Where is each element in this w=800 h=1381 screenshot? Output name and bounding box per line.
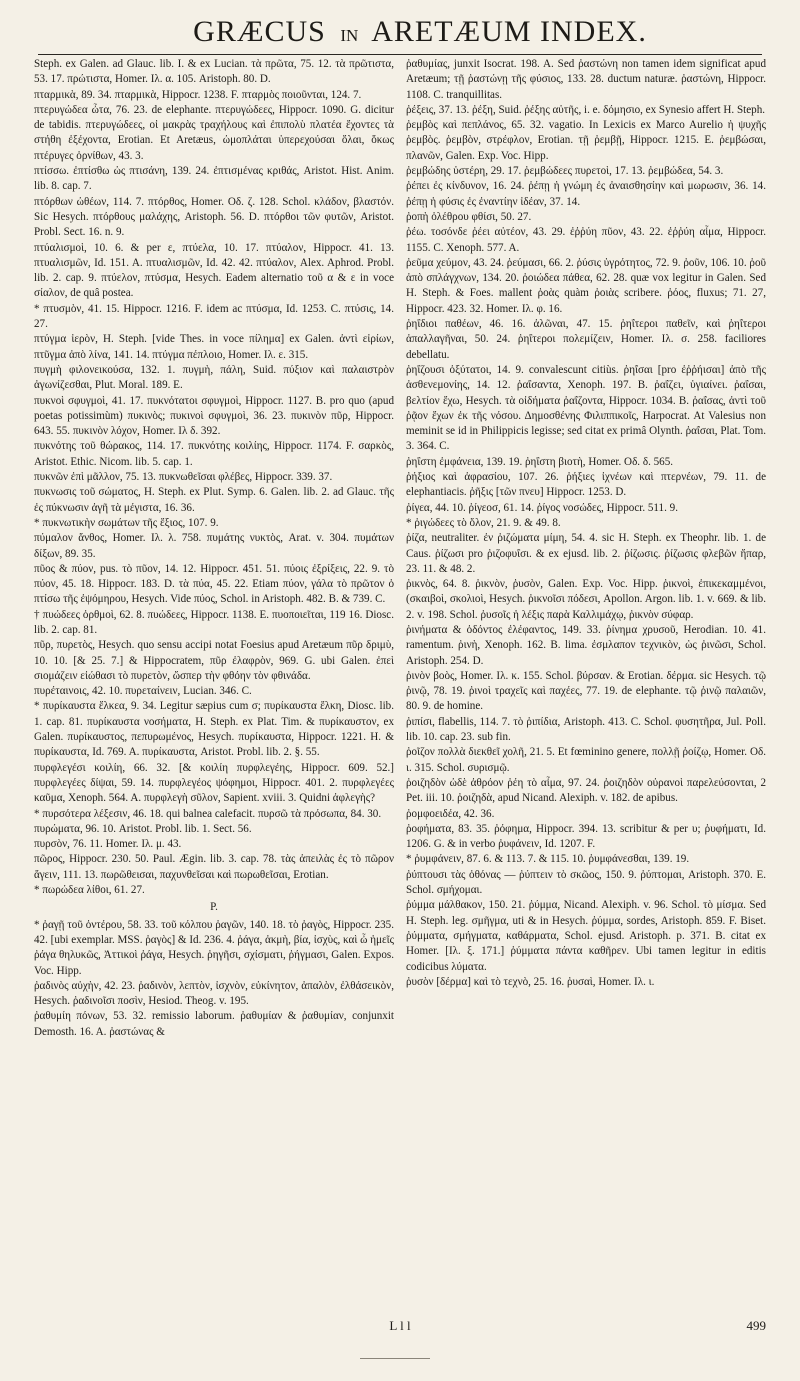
index-entry: ῥομφοειδέα, 42. 36. [406, 807, 495, 820]
index-entry: ῥίγεα, 44. 10. ῥίγεοσ, 61. 14. ῥίγος νοσώδες, Hippocr. 511. 9. [406, 501, 678, 514]
index-entry: ῥέπει ἐς κίνδυνον, 16. 24. ῥέπῃ ἡ γνώμη ἐς ἀναισθησίην καὶ μωρωσιν, 36. 14. ῥέπῃ ἡ φύσις ἐς ἐναντίην ἰδέαν, 37. 14. [406, 180, 766, 208]
index-entry: * ῥυμφάνειν, 87. 6. & 113. 7. & 115. 10. ῥυμφάνεσθαι, 139. 19. [406, 853, 690, 866]
index-entry: ῥέξεις, 37. 13. ῥέξη, Suid. ῥέξης αὐτῆς, i. e. δόμησιο, ex Synesio affert H. Steph. [406, 103, 766, 116]
index-entry: ῥεμβώδης ὑστέρη, 29. 17. ῥεμβώδεες πυρετοὶ, 17. 13. ῥεμβώδεα, 54. 3. [406, 165, 724, 178]
page-footer [34, 1318, 766, 1336]
index-entry: ῥεμβὸς καὶ πεπλάνος, 65. 32. vagatio. In Lexicis ex Marco Aurelio ἡ ψυχῆς ῥεμβὸς. ῥεμβὸν, στρέφλον, Erotian. τῇ ῥεμβῇ, Hippocr. 1215. E. ῥεμβώσαι, πλανῶν, Galen. Exp. Voc. Hipp. [406, 119, 766, 162]
index-entry: πτόρθων ὠθέων, 114. 7. πτόρθος, Homer. Οδ. ζ. 128. Schol. κλάδον, βλαστόν. Sic Hesych. πτόρθους μαλάχης, Aristoph. 56. D. πτόρθοι τῶν φυτῶν, Aristot. Probl. Sect. 16. n. 9. [34, 195, 394, 239]
index-entry: πυκνοὶ σφυγμοὶ, 41. 17. πυκνότατοι σφυγμοὶ, Hippocr. 1127. B. pro quo (apud poetas potissimùm) πυκινὸς; πυκινοὶ σφυγμοὶ, 36. 23. πυκινὸν πῦρ, Hippocr. 643. 55. πυκινὸν λόχον, Homer. Ιλ δ. 392. [34, 394, 394, 438]
index-entry: * πυκνωτικὴν σωμάτων τῆς ἕξιος, 107. 9. [34, 516, 219, 529]
index-entry: * πωρώδεα λίθοι, 61. 27. [34, 884, 145, 897]
index-entry: P. [210, 901, 218, 914]
page-header [38, 8, 762, 55]
page-number: 499 [746, 1318, 766, 1333]
index-entry: πυκνωσις τοῦ σώματος, H. Steph. ex Plut. Symp. 6. Galen. lib. 2. ad Glauc. τῆς ἐς πύκνωσιν ἀγῆ τὰ μέγιστα, 16. 36. [34, 486, 394, 514]
index-entry: ῥοῖζον πολλὰ διεκθεῖ χολῆ, 21. 5. Et fœminino genere, πολλῇ ῥοίζῳ, Homer. Οδ. ι. 315. Schol. συρισμῷ. [406, 746, 766, 774]
index-entry: πταρμικὰ, 89. 34. πταρμικὰ, Hippocr. 1238. F. πταρμὸς ποιοῦνται, 124. 7. [34, 88, 362, 101]
index-entry: ῥύμμα μάλθακον, 150. 21. ῥύμμα, Nicand. Alexiph. v. 96. Schol. τὸ μίσμα. Sed H. Steph. leg. σμῆγμα, uti & in Hesych. ῥύμμα, sordes, Aristoph. 859. F. Biset. ῥύμματα, σμήγματα, καθάρματα, Schol. ejusd. Aristoph. p. 371. B. citat ex Homer. [Ιλ. ξ. 171.] ῥύμματα πάντα καθῆρεν. Ubi tamen legitur in editis codicibus λύματα. [406, 899, 766, 973]
title-part-1: GRÆCUS [193, 15, 326, 48]
index-entry: ῥαθυμίας, junxit Isocrat. 198. A. Sed ῥαστώνη non tamen idem significat apud Aretæum; τῇ ῥαστώνῃ τῆς φύσιος, 133. 28. ductum naturæ. ῥαστώνη, Hippocr. 1108. C. tranquillitas. [406, 58, 766, 101]
page-title [38, 14, 762, 54]
index-entry: ῥυσὸν [δέρμα] καὶ τὸ τεχνὸ, 25. 16. ῥυσαὶ, Homer. Ιλ. ι. [406, 975, 655, 988]
index-entry: ῥαθυμίη πόνων, 53. 32. remissio laborum. ῥαθυμίαν & ῥαθυμίαν, conjunxit Demosth. 16. A. ῥαστώνας & [34, 1010, 394, 1038]
index-entry: ῥηΐζουσι ὀξύτατοι, 14. 9. convalescunt citiùs. ῥηΐσαι [pro ἐῤῥήισαι] ἀπὸ τῆς ἀσθενεμονίης, 14. 12. ῥαΐσαντα, Xenoph. 197. B. ῥαΐζει, ὑγιαίνει. ῥαΐσαι, βελτίον ἔχω, Hesych. τὰ οἰδήματα ῥαΐζοντα, Hippocr. 1034. B. ῥαΐσας, ἀντὶ τοῦ ῥᾷον ἔχων ἐκ τῆς νόσου. Δημοσθένης Φιλιππικοῖς, Harpocrat. At Valesius non meminit se id in Philippicis legisse; sed citat ex primâ Olynth. ῥαΐσαι, Plat. Tom. 3. 364. C. [406, 363, 766, 453]
index-entry: πυρέταινοις, 42. 10. πυρεταίνειν, Lucian. 346. C. [34, 685, 252, 698]
index-entry: ῥοιζηδὸν ὠδὲ ἀθρόον ῥέη τὸ αἷμα, 97. 24. ῥοιζηδὸν οὐρανοὶ παρελεύσονται, 2 Pet. iii. 10. ῥοιζηδὰ, apud Nicand. Alexiph. v. 182. de apibus. [406, 776, 766, 805]
index-entry: πῶρος, Hippocr. 230. 50. Paul. Ægin. lib. 3. cap. 78. τὰς ἀπειλὰς ἐς τὸ πῶρον ἄγειν, 111. 13. πωρῶθεισαι, παχυνθεῖσαι καὶ πωρωθεῖσαι, Erotian. [34, 853, 394, 881]
index-entry: ῥίζα, neutraliter. ἐν ῥιζώματα μίμη, 54. 4. sic H. Steph. ex Theophr. lib. 1. de Caus. ῥίζωσι pro ῥιζοφυΐσι. & ex ejusd. lib. 2. ῥίζωσις. ῥίζωσις φλεβῶν ἥπαρ, 23. 11. & 48. 2. [406, 532, 766, 575]
index-entry: * ῥιγώδεες τὸ ὅλον, 21. 9. & 49. 8. [406, 516, 561, 529]
index-entry: ῥύπτουσι τὰς ὀθόνας — ῥύπτειν τὸ σκῶος, 150. 9. ῥύπτομαι, Aristoph. 370. E. Schol. σμήχομαι. [406, 868, 766, 897]
index-entry: ῥοπὴ ὀλέθρου φθίσι, 50. 27. [406, 210, 532, 223]
index-entry: * πυρίκαυστα ἕλκεα, 9. 34. Legitur sæpius cum σ; πυρίκαυστα ἕλκη, Diosc. lib. 1. cap. 81. πυρίκαυστα νοσήματα, H. Steph. ex Plat. Tim. & πυρίκαυστον, ex Galen. πυρίκαυστος, πεπυρωμένος, Hesych. πυρίκαυστα, Hippocr. 1221. H. & πυρίκαυστα, Id. 769. A. πυρίκαυστα, Aristot. Probl. lib. 2. §. 55. [34, 700, 394, 759]
index-entry: πῦρ, πυρετὸς, Hesych. quo sensu accipi notat Foesius apud Aretæum πῦρ δριμὺ, 10. 10. [& 25. 7.] & Hippocratem, πῦρ ἐλαφρὸν, 969. G. ubi Galen. ἐπεὶ σιομάζειν εἰώθασι τὸ πυρετὸν, ὥσπερ τὴν φθόην τὸν φθινάδα. [34, 639, 394, 682]
index-entry: πυγμὴ φιλονεικούσα, 132. 1. πυγμὴ, πάλη, Suid. πύξιον καὶ παλαιστρὸν ἀγωνίζεσθαι, Plut. Moral. 189. E. [34, 363, 394, 392]
index-entry: πτερυγώδεα ὦτα, 76. 23. de elephante. πτερυγώδεες, Hippocr. 1090. G. dicitur de tabidis. πτερυγώδεες, οἱ μακρὰς τραχήλους καὶ ἐπιπολὺ πλατέα ἔχοντες τὰ στήθη ἐξέχοντα, Erotian. Et Aretæus, ὠμοπλάται ὑπερεχούσαι ὅλαι, ὅκως πτέρυγες ὀρνίθων, 43. 3. [34, 103, 394, 162]
index-columns [34, 57, 766, 1319]
index-entry: * πτυσμὸν, 41. 15. Hippocr. 1216. F. idem ac πτύσμα, Id. 1253. C. πτύσις, 14. 27. [34, 302, 394, 331]
index-entry: ῥιπίσι, flabellis, 114. 7. τὸ ῥιπίδια, Aristoph. 413. C. Schol. φυσητῆρα, Jul. Poll. lib. 10. cap. 23. sub fin. [406, 715, 766, 744]
index-entry: * πυρσότερα λέξεσιν, 46. 18. qui balnea calefacit. πυρσῶ τὰ πρόσωπα, 84. 30. [34, 807, 382, 820]
index-entry: πυρφλεγέσι κοιλίη, 66. 32. [& κοιλίη πυρφλεγέης, Hippocr. 609. 52.] πυρφλεγέες δίψαι, 59. 14. πυρφλεγέος ψόφημοι, Hippocr. 401. 2. πυρφλεγέες καῦμα, Xenoph. 564. A. πυρφλεγὴ σῦλον, Sapient. xviii. 3. Quidni ἀφλεγὴς? [34, 761, 394, 805]
index-entry: ῥηΐστη ἐμφάνεια, 139. 19. ῥηΐστη βιοτὴ, Homer. Οδ. δ. 565. [406, 455, 674, 468]
index-entry: πυρώματα, 96. 10. Aristot. Probl. lib. 1. Sect. 56. [34, 822, 252, 835]
title-in: IN [340, 26, 359, 45]
index-entry: πυκνότης τοῦ θώρακος, 114. 17. πυκνότης κοιλίης, Hippocr. 1174. F. σαρκὸς, Aristot. Ethic. Nicom. lib. 5. cap. 1. [34, 440, 394, 468]
bottom-rule [360, 1358, 430, 1359]
index-entry: ῥοφήματα, 83. 35. ῥόφημα, Hippocr. 394. 13. scribitur & per υ; ῥυφήματι, Id. 1206. G. & in verbo ῥυφάνειν, Id. 1207. F. [406, 822, 766, 851]
index-entry: πύμαλον ἄνθος, Homer. Ιλ. λ. 758. πυμάτης νυκτὸς, Arat. v. 304. πυμάτων δίξων, 89. 35. [34, 532, 394, 560]
index-entry: * ῥαγῇ τοῦ ὀντέρου, 58. 33. τοῦ κόλπου ῥαγῶν, 140. 18. τὸ ῥαγὸς, Hippocr. 235. 42. [ubi exemplar. MSS. ῥαγὸς] & Id. 236. 4. ῥάγα, ἀκμὴ, βία, ἰσχὺς, καὶ ὦ ἡμεῖς ῥάγα θηλυκῶς, Ἀττικοὶ ῥάγα, Hesych. ῥηγῆσι, σχίσματι, ῥήγμασι, Galen. Expos. Voc. Hipp. [34, 918, 394, 977]
index-entry: ῥινὸν βοὸς, Homer. Ιλ. κ. 155. Schol. βύρσαν. & Erotian. δέρμα. sic Hesych. τῷ ῥινῷ, 78. 19. ῥινοὶ τραχεῖς καὶ παχέες, 77. 19. de elephante. τῷ ῥινῷ παλαιῶν, 80. 9. de homine. [406, 669, 766, 713]
index-entry: πτύγμα ἱερὸν, H. Steph. [vide Thes. in voce πίλημα] ex Galen. ἀντὶ εἰρίων, πτῦγμα ἀπὸ λίνα, 141. 14. πτύγμα πέπλοιο, Homer. Ιλ. ε. 315. [34, 333, 394, 361]
index-entry: ῥινήματα & ὀδόντος ἐλέφαντος, 149. 33. ῥίνημα χρυσοῦ, Herodian. 10. 41. ramentum. ῥινὴ, Xenoph. 162. B. lima. ἐσμλαπον τεχνικὸν, ὡς ῥινῶσι, Schol. Aristoph. 254. D. [406, 623, 766, 667]
index-entry: πτύαλισμοὶ, 10. 6. & per ε, πτύελα, 10. 17. πτύαλον, Hippocr. 41. 13. πτυαλισμῶν, Id. 151. A. πτυαλισμῶν, Id. 42. 42. πτύαλον, Alex. Aphrod. Probl. lib. 2. cap. 9. πτύελον, πτύσμα, Hesych. Eadem alternatio τοῦ α & ε in voce σίαλον, de quâ postea. [34, 241, 394, 300]
index-entry: πτίσσω. ἐπτίσθω ὡς πτισάνη, 139. 24. ἐπτισμένας κριθάς, Aristot. Hist. Anim. lib. 8. cap. 7. [34, 165, 394, 193]
left-column [34, 57, 394, 1319]
index-entry: † πυώδεες ὀρθμοὶ, 62. 8. πυώδεες, Hippocr. 1138. E. πυοποιεῖται, 119 16. Diosc. lib. 2. cap. 81. [34, 608, 394, 636]
index-entry: ῥαδινὸς αὐχὴν, 42. 23. ῥαδινὸν, λεπτὸν, ἰσχνὸν, εὐκίνητον, ἁπαλὸν, ἐλθάσεικὸν, Hesych. ῥαδινοῖσι ποσὶν, Hesiod. Theog. v. 195. [34, 979, 394, 1008]
index-entry: ῥήξιος καὶ ἀφρασίου, 107. 26. ῥήξιες ἰχνέων καὶ πτερνέων, 79. 11. de elephantiacis. ῥῆξις [τῶν πνευ] Hippocr. 1253. D. [406, 471, 766, 499]
index-entry: Steph. ex Galen. ad Glauc. lib. I. & ex Lucian. τὰ πρῶτα, 75. 12. τὰ πρῶτιστα, 53. 17. πρώτιστα, Homer. Ιλ. α. 105. Aristoph. 80. D. [34, 58, 394, 86]
index-entry: πυκνῶν ἐπὶ μᾶλλον, 75. 13. πυκνωθεῖσαι φλέβες, Hippocr. 339. 37. [34, 471, 333, 484]
right-column [406, 57, 766, 1319]
title-part-2: ARETÆUM INDEX. [371, 15, 647, 48]
index-entry: ῥηΐδιοι παθέων, 46. 16. ἀλῶναι, 47. 15. ῥηΐτεροι παθεῖν, καὶ ῥηΐτεροι ἀπαλλαγῆναι, 50. 24. ῥηΐτεροι πολεμίζειν, Homer. Ιλ. σ. 258. faciliores debellatu. [406, 318, 766, 361]
index-entry: ῥέω. τοσόνδε ῥέει αὐτέον, 43. 29. ἐῤῥύη πῦον, 43. 22. ἐῤῥύη αἷμα, Hippocr. 1155. C. Xenoph. 577. A. [406, 226, 766, 254]
signature-mark: L l l [389, 1318, 411, 1333]
index-entry: ῥεῦμα χεύμον, 43. 24. ῥεύμασι, 66. 2. ῥύσις ὑγρότητος, 72. 9. ῥοῦν, 106. 10. ῥοῦ ἀπὸ σπλάγχνων, 134. 20. ῥοιώδεα πάθεα, 62. 28. quæ vox legitur in Galen. Sed H. Steph. & Foes. mallent ῥοὰς quàm ῥοιὰς scribere. ῥόος, fluxus; 71. 27, Hippocr. 423. 32. Homer. Ιλ. φ. 16. [406, 256, 766, 315]
index-entry: πῦος & πύον, pus. τὸ πῦον, 14. 12. Hippocr. 451. 51. πύοις ἐξρίξεις, 22. 9. τὸ πύον, 45. 18. Hippocr. 183. D. τὰ πύα, 45. 22. Etiam πύον, γάλα τὸ πρῶτον ὁ πτίσω τῆς ἐψόμηρου, Hesych. Vide πύος, Schol. in Aristoph. 482. B. & 739. C. [34, 562, 394, 606]
index-entry: ῥικνὸς, 64. 8. ῥικνὸν, ῥυσὸν, Galen. Exp. Voc. Hipp. ῥικνοὶ, ἐπικεκαμμένοι, (σκαιβοὶ, σκολιοὶ, Hesych. ῥικνοῖσι πόδεσι, Apollon. Argon. lib. 1. v. 669. & lib. 2. v. 198. Schol. ῥυσοῖς ἡ λέξις παρὰ Καλλιμάχῳ, ῥικνὸν σύφαρ. [406, 578, 766, 621]
index-entry: πυρσὸν, 76. 11. Homer. Ιλ. μ. 43. [34, 838, 182, 851]
